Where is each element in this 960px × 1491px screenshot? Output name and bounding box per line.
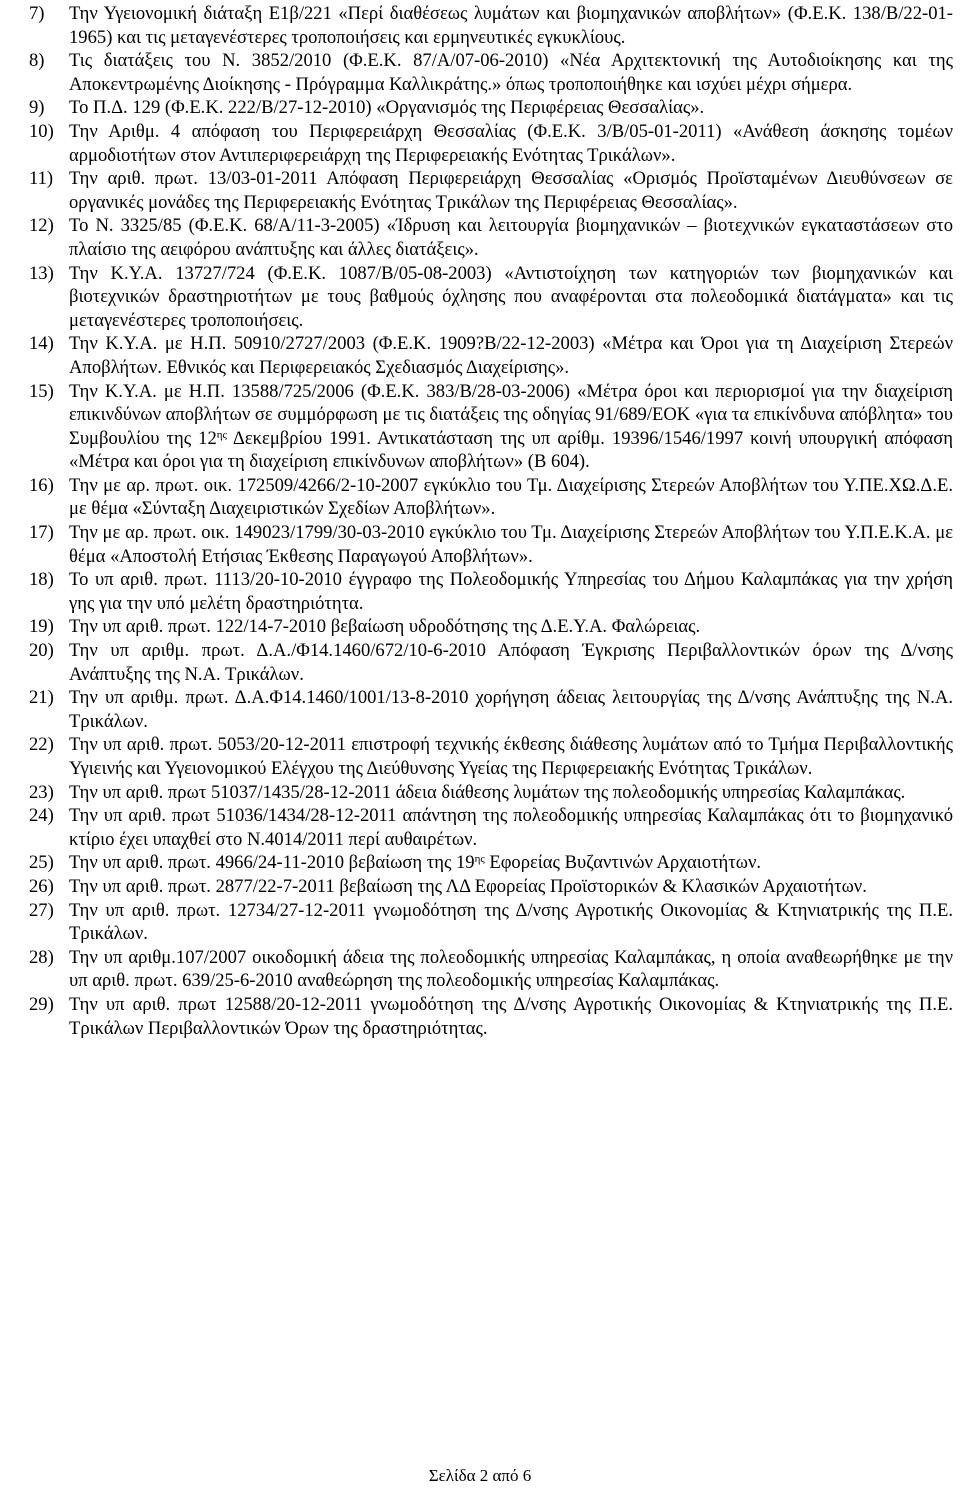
item-number: 20)	[29, 640, 54, 662]
item-text: Το υπ αριθ. πρωτ. 1113/20-10-2010 έγγραφο της Πολεοδομικής Υπηρεσίας του Δήμου Καλαμπάκας για την χρήση γης για την υπό μελέτη δραστηριότητα.	[69, 569, 953, 614]
list-item	[29, 380, 953, 474]
item-text: Την με αρ. πρωτ. οικ. 172509/4266/2-10-2007 εγκύκλιο του Τμ. Διαχείρισης Στερεών Αποβλήτων του Υ.ΠΕ.ΧΩ.Δ.Ε. με θέμα «Σύνταξη Διαχειριστικών Σχεδίων Αποβλήτων».	[69, 474, 953, 520]
item-text: Την υπ αριθ. πρωτ. 122/14-7-2010 βεβαίωση υδροδότησης της Δ.Ε.Υ.Α. Φαλώρειας.	[69, 616, 701, 638]
item-text-part: Εφορείας Βυζαντινών Αρχαιοτήτων.	[484, 852, 762, 874]
list-item	[29, 781, 953, 805]
item-text: Την Κ.Υ.Α. με Η.Π. 50910/2727/2003 (Φ.Ε.Κ. 1909?Β/22-12-2003) «Μέτρα και Όροι για τη Διαχείριση Στερεών Αποβλήτων. Εθνικός και Περιφερειακός Σχεδιασμός Διαχείρισης».	[69, 333, 953, 378]
item-text: Την υπ αριθ. πρωτ 12588/20-12-2011 γνωμοδότηση της Δ/νσης Αγροτικής Οικονομίας & Κτηνιατρικής της Π.Ε. Τρικάλων Περιβαλλοντικών Όρων της δραστηριότητας.	[69, 993, 953, 1039]
item-text: Την υπ αριθ. πρωτ 51036/1434/28-12-2011 απάντηση της πολεοδομικής υπηρεσίας Καλαμπάκας ότι το βιομηχανικό κτίριο έχει υπαχθεί στο Ν.4014/2011 περί αυθαιρέτων.	[69, 805, 953, 850]
list-item	[29, 332, 953, 379]
list-item	[29, 875, 953, 899]
item-number: 16)	[29, 474, 54, 496]
list-item	[29, 851, 953, 875]
list-item	[29, 521, 953, 568]
list-item	[29, 262, 953, 333]
item-number: 9)	[29, 97, 45, 119]
list-item	[29, 214, 953, 261]
item-text: Την αριθ. πρωτ. 13/03-01-2011 Απόφαση Περιφερειάρχη Θεσσαλίας «Ορισμός Προϊσταμένων Διευθύνσεων σε οργανικές μονάδες της Περιφερειακής Ενότητας Τρικάλων της Περιφέρειας Θεσσαλίας».	[69, 168, 953, 213]
item-number: 25)	[29, 852, 54, 874]
item-text: Την υπ αριθ. πρωτ. 12734/27-12-2011 γνωμοδότηση της Δ/νσης Αγροτικής Οικονομίας & Κτηνιατρικής της Π.Ε. Τρικάλων.	[69, 899, 953, 945]
item-text: Την Κ.Υ.Α. 13727/724 (Φ.Ε.Κ. 1087/Β/05-08-2003) «Αντιστοίχηση των κατηγοριών των βιομηχανικών και βιοτεχνικών δραστηριοτήτων με τους βαθμούς όχλησης που αναφέρονται στα πολεοδομικά διατάγματα» και τις μεταγενέστερες τροποποιήσεις.	[69, 262, 953, 331]
page-footer: Σελίδα 2 από 6	[428, 1466, 532, 1485]
item-text	[69, 380, 953, 474]
item-text: Το Π.Δ. 129 (Φ.Ε.Κ. 222/Β/27-12-2010) «Οργανισμός της Περιφέρειας Θεσσαλίας».	[69, 97, 705, 119]
item-number: 19)	[29, 616, 54, 638]
item-number: 27)	[29, 899, 54, 921]
item-text: Την Υγειονομική διάταξη Ε1β/221 «Περί διαθέσεως λυμάτων και βιομηχανικών αποβλήτων» (Φ.Ε.Κ. 138/Β/22-01-1965) και τις μεταγενέστερες τροποποιήσεις και ερμηνευτικές εγκυκλίους.	[69, 3, 953, 48]
ordinal-suffix: ης	[216, 428, 227, 441]
item-text: Την Αριθμ. 4 απόφαση του Περιφερειάρχη Θεσσαλίας (Φ.Ε.Κ. 3/Β/05-01-2011) «Ανάθεση άσκησης τομέων αρμοδιοτήτων στον Αντιπεριφερειάρχη της Περιφερειακής Ενότητας Τρικάλων».	[69, 120, 953, 166]
list-item	[29, 474, 953, 521]
item-text	[69, 851, 953, 875]
list-item	[29, 946, 953, 993]
reference-list	[29, 2, 953, 1040]
list-item	[29, 804, 953, 851]
item-text: Την υπ αριθ. πρωτ. 5053/20-12-2011 επιστροφή τεχνικής έκθεσης διάθεσης λυμάτων από το Τμήμα Περιβαλλοντικής Υγιεινής και Υγειονομικού Ελέγχου της Διεύθυνσης Υγείας της Περιφερειακής Ενότητας Τρικάλων.	[69, 734, 953, 779]
list-item	[29, 899, 953, 946]
list-item	[29, 639, 953, 686]
item-number: 11)	[29, 168, 54, 190]
item-number: 18)	[29, 569, 54, 591]
item-number: 28)	[29, 946, 54, 968]
list-item	[29, 686, 953, 733]
list-item	[29, 568, 953, 615]
item-number: 24)	[29, 805, 54, 827]
ordinal-suffix: ης	[474, 853, 485, 866]
item-number: 15)	[29, 380, 54, 402]
item-text: Την υπ αριθ. πρωτ 51037/1435/28-12-2011 άδεια διάθεσης λυμάτων της πολεοδομικής υπηρεσίας Καλαμπάκας.	[69, 781, 906, 803]
item-number: 7)	[29, 3, 45, 24]
item-text-part: Την Κ.Υ.Α. με Η.Π. 13588/725/2006 (Φ.Ε.Κ. 383/Β/28-03-2006) «Μέτρα όροι και περιορισμοί για την διαχείριση επικινδύνων αποβλήτων σε συμμόρφωση με τις διατάξεις της οδηγίας 91/689/ΕΟΚ «για τα επικίνδυνα απόβλητα» του Συμβουλίου της 12	[69, 380, 953, 449]
item-number: 14)	[29, 333, 54, 355]
item-number: 8)	[29, 50, 45, 72]
item-number: 23)	[29, 781, 54, 803]
item-number: 21)	[29, 687, 54, 709]
list-item	[29, 993, 953, 1040]
list-item	[29, 2, 953, 49]
list-item	[29, 49, 953, 96]
item-number: 29)	[29, 993, 54, 1015]
list-item	[29, 96, 953, 120]
item-text: Την υπ αριθμ. πρωτ. Δ.Α./Φ14.1460/672/10-6-2010 Απόφαση Έγκρισης Περιβαλλοντικών όρων της Δ/νσης Ανάπτυξης της Ν.Α. Τρικάλων.	[69, 640, 953, 685]
item-text: Την υπ αριθμ.107/2007 οικοδομική άδεια της πολεοδομικής υπηρεσίας Καλαμπάκας, η οποία αναθεωρήθηκε με την υπ αριθ. πρωτ. 639/25-6-2010 αναθεώρηση της πολεοδομικής υπηρεσίας Καλαμπάκας.	[69, 946, 953, 992]
item-number: 22)	[29, 734, 54, 756]
list-item	[29, 733, 953, 780]
item-number: 13)	[29, 262, 54, 284]
item-number: 12)	[29, 215, 54, 237]
item-number: 17)	[29, 522, 54, 544]
item-number: 26)	[29, 875, 54, 897]
item-text-part: Δεκεμβρίου 1991. Αντικατάσταση της υπ αρίθμ. 19396/1546/1997 κοινή υπουργική απόφαση «Μέτρα και όροι για τη διαχείριση επικίνδυνων αποβλήτων» (Β 604).	[69, 427, 953, 473]
item-text: Την υπ αριθ. πρωτ. 2877/22-7-2011 βεβαίωση της ΛΔ Εφορείας Προϊστορικών & Κλασικών Αρχαιοτήτων.	[69, 875, 867, 897]
list-item	[29, 120, 953, 167]
item-number: 10)	[29, 120, 54, 142]
item-text: Το Ν. 3325/85 (Φ.Ε.Κ. 68/Α/11-3-2005) «Ίδρυση και λειτουργία βιομηχανικών – βιοτεχνικών εγκαταστάσεων στο πλαίσιο της αειφόρου ανάπτυξης και άλλες διατάξεις».	[69, 215, 953, 260]
item-text: Τις διατάξεις του Ν. 3852/2010 (Φ.Ε.Κ. 87/Α/07-06-2010) «Νέα Αρχιτεκτονική της Αυτοδιοίκησης και της Αποκεντρωμένης Διοίκησης - Πρόγραμμα Καλλικράτης.» όπως τροποποιήθηκε και ισχύει μέχρι σήμερα.	[69, 50, 953, 95]
item-text: Την με αρ. πρωτ. οικ. 149023/1799/30-03-2010 εγκύκλιο του Τμ. Διαχείρισης Στερεών Αποβλήτων του Υ.Π.Ε.Κ.Α. με θέμα «Αποστολή Ετήσιας Έκθεσης Παραγωγού Αποβλήτων».	[69, 522, 953, 567]
item-text: Την υπ αριθμ. πρωτ. Δ.Α.Φ14.1460/1001/13-8-2010 χορήγηση άδειας λειτουργίας της Δ/νσης Ανάπτυξης της Ν.Α. Τρικάλων.	[69, 687, 953, 732]
list-item	[29, 615, 953, 639]
list-item	[29, 167, 953, 214]
item-text-part: Την υπ αριθ. πρωτ. 4966/24-11-2010 βεβαίωση της 19	[69, 852, 475, 874]
